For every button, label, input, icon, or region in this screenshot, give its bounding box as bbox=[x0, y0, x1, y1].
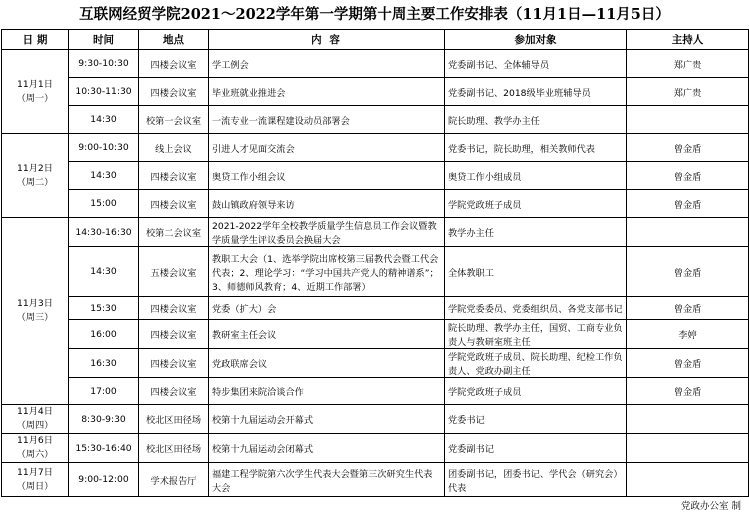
header-host: 主持人 bbox=[627, 30, 749, 50]
time-cell: 16:00 bbox=[69, 320, 139, 349]
content-cell: 奥贷工作小组会议 bbox=[209, 162, 445, 190]
weekday-label: （周一） bbox=[16, 92, 54, 104]
place-cell: 四楼会议室 bbox=[139, 320, 209, 349]
place-cell: 线上会议 bbox=[139, 134, 209, 162]
host-cell bbox=[627, 463, 749, 497]
content-cell: 教职工大会（1、选举学院出席校第三届教代会暨工代会代表；2、理论学习：“学习中国共产党人的精神谱系”；3、师德师风教育；4、近期工作部署） bbox=[209, 247, 445, 297]
participants-cell: 学院党政班子成员、院长助理、纪检工作负责人、党政办副主任 bbox=[445, 349, 627, 378]
place-cell: 四楼会议室 bbox=[139, 297, 209, 320]
participants-cell: 奥贷工作小组成员 bbox=[445, 162, 627, 190]
place-cell: 四楼会议室 bbox=[139, 378, 209, 405]
time-cell: 17:00 bbox=[69, 378, 139, 405]
weekday-label: （周二） bbox=[16, 176, 54, 188]
place-cell: 四楼会议室 bbox=[139, 349, 209, 378]
date-cell bbox=[2, 405, 69, 434]
time-cell: 15:30 bbox=[69, 297, 139, 320]
participants-cell: 学院党政班子成员 bbox=[445, 190, 627, 218]
host-cell: 曾金盾 bbox=[627, 247, 749, 297]
participants-cell: 院长助理、教学办主任 bbox=[445, 106, 627, 134]
table-row bbox=[2, 297, 749, 320]
content-cell: 校第十九届运动会闭幕式 bbox=[209, 434, 445, 463]
time-cell: 14:30 bbox=[69, 247, 139, 297]
date-cell bbox=[2, 134, 69, 218]
content-cell: 党委（扩大）会 bbox=[209, 297, 445, 320]
content-cell: 一流专业一流课程建设动员部署会 bbox=[209, 106, 445, 134]
time-cell: 14:30 bbox=[69, 106, 139, 134]
time-cell: 10:30-11:30 bbox=[69, 78, 139, 106]
content-cell: 2021-2022学年全校教学质量学生信息员工作会议暨教学质量学生评议委员会换届大会 bbox=[209, 218, 445, 247]
table-row bbox=[2, 190, 749, 218]
place-cell: 四楼会议室 bbox=[139, 190, 209, 218]
content-cell: 毕业班就业推进会 bbox=[209, 78, 445, 106]
header-participants: 参加对象 bbox=[445, 30, 627, 50]
host-cell bbox=[627, 218, 749, 247]
schedule-table bbox=[1, 29, 749, 497]
weekday-label: （周日） bbox=[16, 480, 54, 492]
participants-cell: 党委副书记 bbox=[445, 434, 627, 463]
content-cell: 鼓山镇政府领导来访 bbox=[209, 190, 445, 218]
time-cell: 15:30-16:40 bbox=[69, 434, 139, 463]
date-label: 11月1日 bbox=[17, 78, 53, 90]
time-cell: 14:30 bbox=[69, 162, 139, 190]
participants-cell: 党委副书记、全体辅导员 bbox=[445, 50, 627, 78]
table-row bbox=[2, 320, 749, 349]
place-cell: 校第二会议室 bbox=[139, 218, 209, 247]
host-cell bbox=[627, 434, 749, 463]
date-cell bbox=[2, 50, 69, 134]
time-cell: 9:00-12:00 bbox=[69, 463, 139, 497]
time-cell: 14:30-16:30 bbox=[69, 218, 139, 247]
table-row bbox=[2, 349, 749, 378]
host-cell: 郑广贵 bbox=[627, 78, 749, 106]
place-cell: 校北区田径场 bbox=[139, 434, 209, 463]
date-label: 11月6日 bbox=[17, 435, 53, 446]
table-row bbox=[2, 218, 749, 247]
content-cell: 特步集团来院洽谈合作 bbox=[209, 378, 445, 405]
weekday-label: （周四） bbox=[16, 420, 54, 431]
content-cell: 教研室主任会议 bbox=[209, 320, 445, 349]
header-row bbox=[2, 30, 749, 50]
participants-cell: 学院党委委员、党委组织员、各党支部书记 bbox=[445, 297, 627, 320]
table-row bbox=[2, 162, 749, 190]
time-cell: 9:00-10:30 bbox=[69, 134, 139, 162]
table-row bbox=[2, 434, 749, 463]
weekday-label: （周三） bbox=[16, 312, 54, 323]
participants-cell: 党委副书记、2018级毕业班辅导员 bbox=[445, 78, 627, 106]
participants-cell: 党委书记 bbox=[445, 405, 627, 434]
place-cell: 四楼会议室 bbox=[139, 50, 209, 78]
date-cell bbox=[2, 218, 69, 405]
host-cell: 曾金盾 bbox=[627, 349, 749, 378]
header-place: 地点 bbox=[139, 30, 209, 50]
time-cell: 8:30-9:30 bbox=[69, 405, 139, 434]
place-cell: 校北区田径场 bbox=[139, 405, 209, 434]
table-row bbox=[2, 134, 749, 162]
participants-cell: 学院党政班子成员 bbox=[445, 378, 627, 405]
host-cell: 曾金盾 bbox=[627, 378, 749, 405]
content-cell: 党政联席会议 bbox=[209, 349, 445, 378]
header-time: 时间 bbox=[69, 30, 139, 50]
time-cell: 16:30 bbox=[69, 349, 139, 378]
table-row bbox=[2, 247, 749, 297]
date-cell bbox=[2, 434, 69, 463]
content-cell: 学工例会 bbox=[209, 50, 445, 78]
header-date: 日 期 bbox=[2, 30, 69, 50]
content-cell: 引进人才见面交流会 bbox=[209, 134, 445, 162]
host-cell: 郑广贵 bbox=[627, 50, 749, 78]
table-row bbox=[2, 50, 749, 78]
participants-cell: 党委书记，院长助理，相关教师代表 bbox=[445, 134, 627, 162]
time-cell: 9:30-10:30 bbox=[69, 50, 139, 78]
time-cell: 15:00 bbox=[69, 190, 139, 218]
table-row bbox=[2, 463, 749, 497]
content-cell: 福建工程学院第六次学生代表大会暨第三次研究生代表大会 bbox=[209, 463, 445, 497]
table-row bbox=[2, 106, 749, 134]
participants-cell: 团委副书记，团委书记、学代会（研究会）代表 bbox=[445, 463, 627, 497]
host-cell: 曾金盾 bbox=[627, 297, 749, 320]
date-label: 11月7日 bbox=[17, 466, 53, 478]
host-cell: 曾金盾 bbox=[627, 162, 749, 190]
table-row bbox=[2, 378, 749, 405]
date-label: 11月2日 bbox=[17, 162, 53, 174]
host-cell bbox=[627, 405, 749, 434]
date-label: 11月4日 bbox=[17, 406, 53, 417]
date-label: 11月3日 bbox=[17, 298, 53, 309]
host-cell: 曾金盾 bbox=[627, 134, 749, 162]
weekday-label: （周六） bbox=[16, 449, 54, 460]
host-cell bbox=[627, 106, 749, 134]
header-content: 内 容 bbox=[209, 30, 445, 50]
participants-cell: 全体教职工 bbox=[445, 247, 627, 297]
table-row bbox=[2, 405, 749, 434]
footer-note: 党政办公室 制 bbox=[680, 501, 741, 512]
host-cell: 李婷 bbox=[627, 320, 749, 349]
place-cell: 校第一会议室 bbox=[139, 106, 209, 134]
host-cell: 曾金盾 bbox=[627, 190, 749, 218]
page-title: 互联网经贸学院2021～2022学年第一学期第十周主要工作安排表（11月1日—11月5日） bbox=[79, 6, 670, 23]
content-cell: 校第十九届运动会开幕式 bbox=[209, 405, 445, 434]
schedule-body bbox=[2, 50, 749, 497]
place-cell: 五楼会议室 bbox=[139, 247, 209, 297]
place-cell: 四楼会议室 bbox=[139, 78, 209, 106]
participants-cell: 教学办主任 bbox=[445, 218, 627, 247]
table-row bbox=[2, 78, 749, 106]
place-cell: 学术报告厅 bbox=[139, 463, 209, 497]
place-cell: 四楼会议室 bbox=[139, 162, 209, 190]
date-cell bbox=[2, 463, 69, 497]
participants-cell: 院长助理、教学办主任，国贸、工商专业负责人与教研室班主任 bbox=[445, 320, 627, 349]
